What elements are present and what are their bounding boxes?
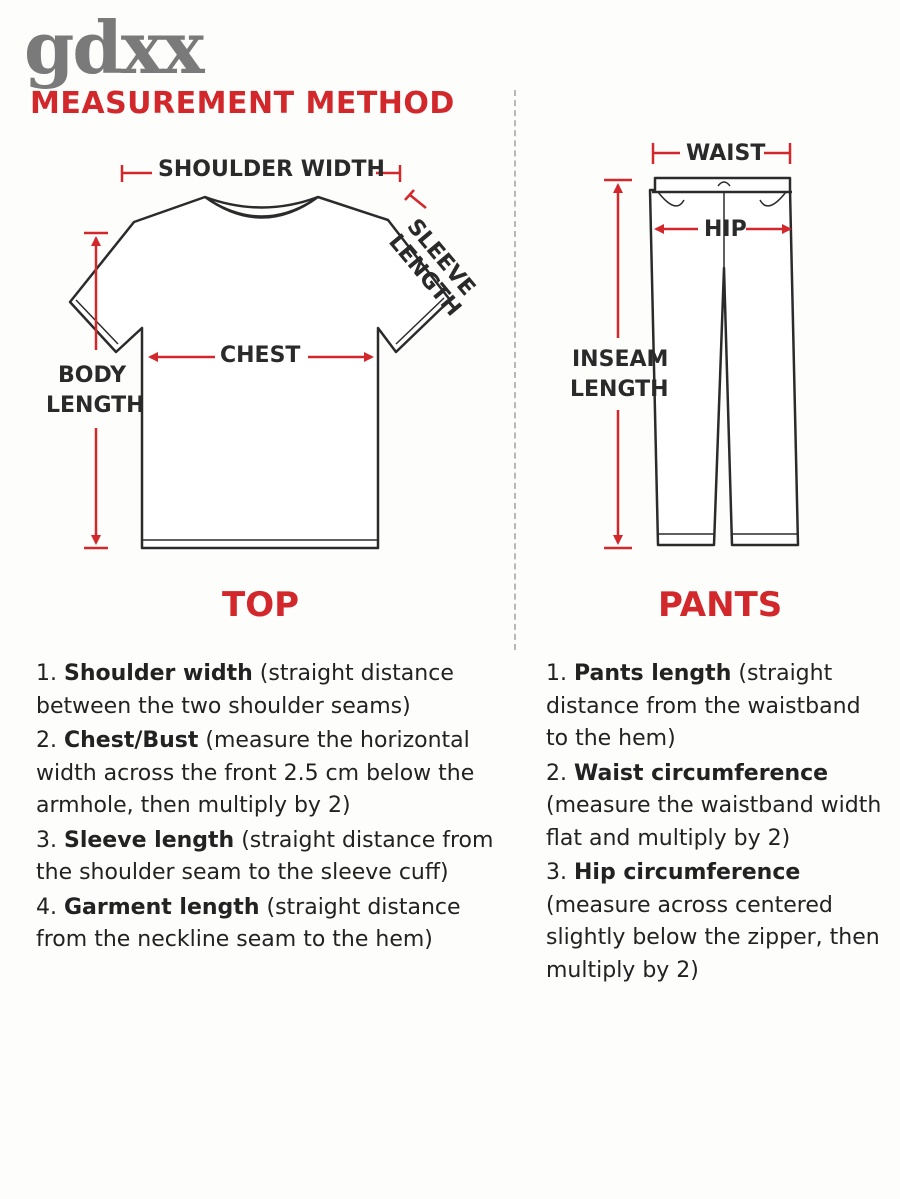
label-shoulder-width: SHOULDER WIDTH: [158, 157, 385, 182]
label-chest: CHEST: [220, 343, 301, 368]
top-instruction-item: 3. Sleeve length (straight distance from the shoulder seam to the sleeve cuff): [36, 827, 494, 885]
label-inseam-line2: LENGTH: [570, 377, 669, 402]
top-title: TOP: [222, 585, 300, 625]
label-waist: WAIST: [686, 141, 766, 166]
pants-instruction-item: 2. Waist circumference (measure the waistband width flat and multiply by 2): [546, 760, 882, 851]
pants-instruction-item: 3. Hip circumference (measure across centered slightly below the zipper, then multiply by 2): [546, 860, 880, 983]
pants-instructions: [546, 658, 886, 989]
label-body-line1: BODY: [58, 363, 127, 388]
label-inseam-line1: INSEAM: [572, 347, 669, 372]
pants-instruction-item: 1. Pants length (straight distance from the waistband to the hem): [546, 661, 861, 751]
label-body-line2: LENGTH: [46, 393, 145, 418]
pants-title: PANTS: [658, 585, 783, 625]
label-sleeve-length: SLEEVE LENGTH: [383, 214, 480, 322]
top-instruction-item: 1. Shoulder width (straight distance between the two shoulder seams): [36, 661, 454, 719]
label-hip: HIP: [704, 217, 747, 242]
page-title: MEASUREMENT METHOD: [30, 86, 455, 121]
top-instructions: [36, 658, 496, 959]
top-instruction-item: 2. Chest/Bust (measure the horizontal width across the front 2.5 cm below the armhole, then multiply by 2): [36, 728, 475, 818]
top-instruction-item: 4. Garment length (straight distance from the neckline seam to the hem): [36, 894, 461, 952]
brand-logo: gdxx: [24, 5, 203, 90]
